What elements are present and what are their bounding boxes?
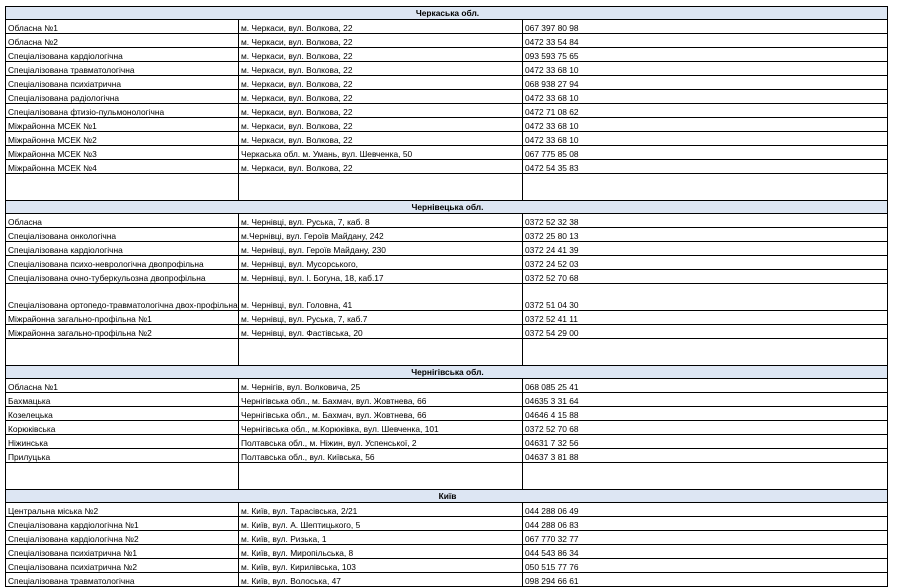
- cell-name: Корюківська: [6, 421, 239, 435]
- cell-address: Полтавська обл., вул. Київська, 56: [239, 449, 523, 463]
- cell-phone: 0372 24 52 03: [523, 256, 888, 270]
- cell-name: Спеціалізована психо-неврологічна двопрофільна: [6, 256, 239, 270]
- table-row: [6, 531, 888, 545]
- table-row: [6, 34, 888, 48]
- blank-cell: [523, 339, 888, 366]
- table-row: [6, 503, 888, 517]
- cell-name: Спеціалізована ортопедо-травматологічна двох-профільна: [6, 284, 239, 311]
- cell-phone: 0372 54 29 00: [523, 325, 888, 339]
- region-header-row: [6, 201, 888, 214]
- cell-address: м. Київ, вул. Миропільська, 8: [239, 545, 523, 559]
- cell-address: м. Черкаси, вул. Волкова, 22: [239, 90, 523, 104]
- region-title: Черкаська обл.: [6, 7, 888, 20]
- cell-name: Спеціалізована кардіологічна: [6, 48, 239, 62]
- cell-address: м. Чернівці, вул. Руська, 7, каб.7: [239, 311, 523, 325]
- region-title: Чернівецька обл.: [6, 201, 888, 214]
- table-row: [6, 104, 888, 118]
- table-row: [6, 421, 888, 435]
- cell-phone: 0372 52 70 68: [523, 270, 888, 284]
- cell-address: м. Черкаси, вул. Волкова, 22: [239, 132, 523, 146]
- table-row: [6, 214, 888, 228]
- cell-phone: 068 938 27 94: [523, 76, 888, 90]
- cell-address: Черкаська обл. м. Умань, вул. Шевченка, 50: [239, 146, 523, 160]
- cell-address: м. Київ, вул. Волоська, 47: [239, 573, 523, 587]
- cell-name: Спеціалізована очно-туберкульозна двопрофільна: [6, 270, 239, 284]
- cell-phone: 044 288 06 83: [523, 517, 888, 531]
- cell-phone: 0372 25 80 13: [523, 228, 888, 242]
- region-title: Київ: [6, 490, 888, 503]
- cell-phone: 0372 52 41 11: [523, 311, 888, 325]
- table-row: [6, 76, 888, 90]
- cell-phone: 0472 33 54 84: [523, 34, 888, 48]
- cell-phone: 067 775 85 08: [523, 146, 888, 160]
- cell-phone: 068 085 25 41: [523, 379, 888, 393]
- blank-cell: [239, 339, 523, 366]
- cell-name: Бахмацька: [6, 393, 239, 407]
- cell-name: Прилуцька: [6, 449, 239, 463]
- cell-address: м. Черкаси, вул. Волкова, 22: [239, 20, 523, 34]
- table-row: [6, 20, 888, 34]
- cell-address: Чернігівська обл., м.Корюківка, вул. Шевченка, 101: [239, 421, 523, 435]
- cell-name: Ніжинська: [6, 435, 239, 449]
- table-row: [6, 573, 888, 587]
- cell-phone: 050 515 77 76: [523, 559, 888, 573]
- table-row: [6, 407, 888, 421]
- table-row: [6, 228, 888, 242]
- cell-phone: 067 770 32 77: [523, 531, 888, 545]
- table-row: [6, 146, 888, 160]
- cell-phone: 0472 54 35 83: [523, 160, 888, 174]
- table-row: [6, 449, 888, 463]
- table-row: [6, 517, 888, 531]
- cell-address: м. Черкаси, вул. Волкова, 22: [239, 104, 523, 118]
- cell-name: Обласна: [6, 214, 239, 228]
- cell-address: м. Чернівці, вул. Героїв Майдану, 230: [239, 242, 523, 256]
- cell-phone: 04631 7 32 56: [523, 435, 888, 449]
- cell-name: Спеціалізована фтизіо-пульмонологічна: [6, 104, 239, 118]
- cell-name: Спеціалізована онкологічна: [6, 228, 239, 242]
- cell-phone: 0372 51 04 30: [523, 284, 888, 311]
- table-row: [6, 132, 888, 146]
- cell-address: м. Черкаси, вул. Волкова, 22: [239, 118, 523, 132]
- cell-name: Обласна №2: [6, 34, 239, 48]
- table-row: [6, 435, 888, 449]
- cell-name: Міжрайонна МСЕК №2: [6, 132, 239, 146]
- cell-name: Міжрайонна МСЕК №3: [6, 146, 239, 160]
- commission-table: [5, 6, 888, 587]
- table-row: [6, 90, 888, 104]
- blank-cell: [523, 174, 888, 201]
- cell-phone: 0372 52 32 38: [523, 214, 888, 228]
- cell-phone: 04635 3 31 64: [523, 393, 888, 407]
- table-row: [6, 311, 888, 325]
- table-row: [6, 325, 888, 339]
- cell-name: Центральна міська №2: [6, 503, 239, 517]
- blank-cell: [6, 174, 239, 201]
- cell-name: Спеціалізована психіатрична №2: [6, 559, 239, 573]
- table-row: [6, 62, 888, 76]
- cell-name: Обласна №1: [6, 20, 239, 34]
- cell-name: Козелецька: [6, 407, 239, 421]
- cell-address: м. Черкаси, вул. Волкова, 22: [239, 76, 523, 90]
- blank-cell: [6, 463, 239, 490]
- cell-name: Міжрайонна загально-профільна №1: [6, 311, 239, 325]
- cell-name: Спеціалізована кардіологічна №2: [6, 531, 239, 545]
- region-header-row: [6, 7, 888, 20]
- cell-phone: 044 543 86 34: [523, 545, 888, 559]
- table-row: [6, 160, 888, 174]
- cell-address: м. Чернівці, вул. Руська, 7, каб. 8: [239, 214, 523, 228]
- cell-phone: 044 288 06 49: [523, 503, 888, 517]
- cell-phone: 0472 33 68 10: [523, 118, 888, 132]
- cell-address: Полтавська обл., м. Ніжин, вул. Успенської, 2: [239, 435, 523, 449]
- blank-row: [6, 463, 888, 490]
- cell-address: м. Київ, вул. Тарасівська, 2/21: [239, 503, 523, 517]
- cell-address: Чернігівська обл., м. Бахмач, вул. Жовтнева, 66: [239, 407, 523, 421]
- cell-address: м.Чернівці, вул. Героїв Майдану, 242: [239, 228, 523, 242]
- blank-cell: [523, 463, 888, 490]
- cell-name: Спеціалізована психіатрична №1: [6, 545, 239, 559]
- blank-row: [6, 174, 888, 201]
- cell-phone: 093 593 75 65: [523, 48, 888, 62]
- cell-phone: 0372 24 41 39: [523, 242, 888, 256]
- cell-address: м. Черкаси, вул. Волкова, 22: [239, 48, 523, 62]
- cell-phone: 0372 52 70 68: [523, 421, 888, 435]
- cell-phone: 0472 33 68 10: [523, 62, 888, 76]
- blank-row: [6, 339, 888, 366]
- region-header-row: [6, 366, 888, 379]
- table-row: [6, 545, 888, 559]
- table-row: [6, 379, 888, 393]
- cell-name: Обласна №1: [6, 379, 239, 393]
- table-row: [6, 256, 888, 270]
- region-title: Чернігівська обл.: [6, 366, 888, 379]
- cell-name: Спеціалізована травматологічна: [6, 62, 239, 76]
- blank-cell: [239, 463, 523, 490]
- region-header-row: [6, 490, 888, 503]
- cell-name: Міжрайонна МСЕК №1: [6, 118, 239, 132]
- table-row: [6, 242, 888, 256]
- blank-cell: [6, 339, 239, 366]
- cell-address: м. Чернівці, вул. І. Богуна, 18, каб.17: [239, 270, 523, 284]
- cell-phone: 04637 3 81 88: [523, 449, 888, 463]
- cell-address: м. Київ, вул. А. Шептицького, 5: [239, 517, 523, 531]
- cell-name: Спеціалізована травматологічна: [6, 573, 239, 587]
- table-row: [6, 559, 888, 573]
- table-row: [6, 48, 888, 62]
- cell-name: Спеціалізована психіатрична: [6, 76, 239, 90]
- cell-phone: 0472 33 68 10: [523, 132, 888, 146]
- cell-phone: 098 294 66 61: [523, 573, 888, 587]
- cell-address: м. Київ, вул. Ризька, 1: [239, 531, 523, 545]
- cell-phone: 04646 4 15 88: [523, 407, 888, 421]
- cell-phone: 067 397 80 98: [523, 20, 888, 34]
- cell-name: Спеціалізована кардіологічна: [6, 242, 239, 256]
- table-row: [6, 270, 888, 284]
- table-row: [6, 118, 888, 132]
- cell-address: м. Чернівці, вул. Фастівська, 20: [239, 325, 523, 339]
- cell-address: Чернігівська обл., м. Бахмач, вул. Жовтнева, 66: [239, 393, 523, 407]
- cell-name: Спеціалізована кардіологічна №1: [6, 517, 239, 531]
- blank-cell: [239, 174, 523, 201]
- cell-address: м. Київ, вул. Кирилівська, 103: [239, 559, 523, 573]
- cell-address: м. Черкаси, вул. Волкова, 22: [239, 62, 523, 76]
- cell-phone: 0472 33 68 10: [523, 90, 888, 104]
- table-row: [6, 393, 888, 407]
- cell-name: Міжрайонна МСЕК №4: [6, 160, 239, 174]
- cell-phone: 0472 71 08 62: [523, 104, 888, 118]
- cell-address: м. Черкаси, вул. Волкова, 22: [239, 160, 523, 174]
- cell-address: м. Чернівці, вул. Головна, 41: [239, 284, 523, 311]
- cell-name: Міжрайонна загально-профільна №2: [6, 325, 239, 339]
- cell-address: м. Чернівці, вул. Мусорського,: [239, 256, 523, 270]
- cell-address: м. Чернігів, вул. Волковича, 25: [239, 379, 523, 393]
- commission-table-body: [6, 7, 888, 587]
- cell-address: м. Черкаси, вул. Волкова, 22: [239, 34, 523, 48]
- cell-name: Спеціалізована радіологічна: [6, 90, 239, 104]
- table-row: [6, 284, 888, 311]
